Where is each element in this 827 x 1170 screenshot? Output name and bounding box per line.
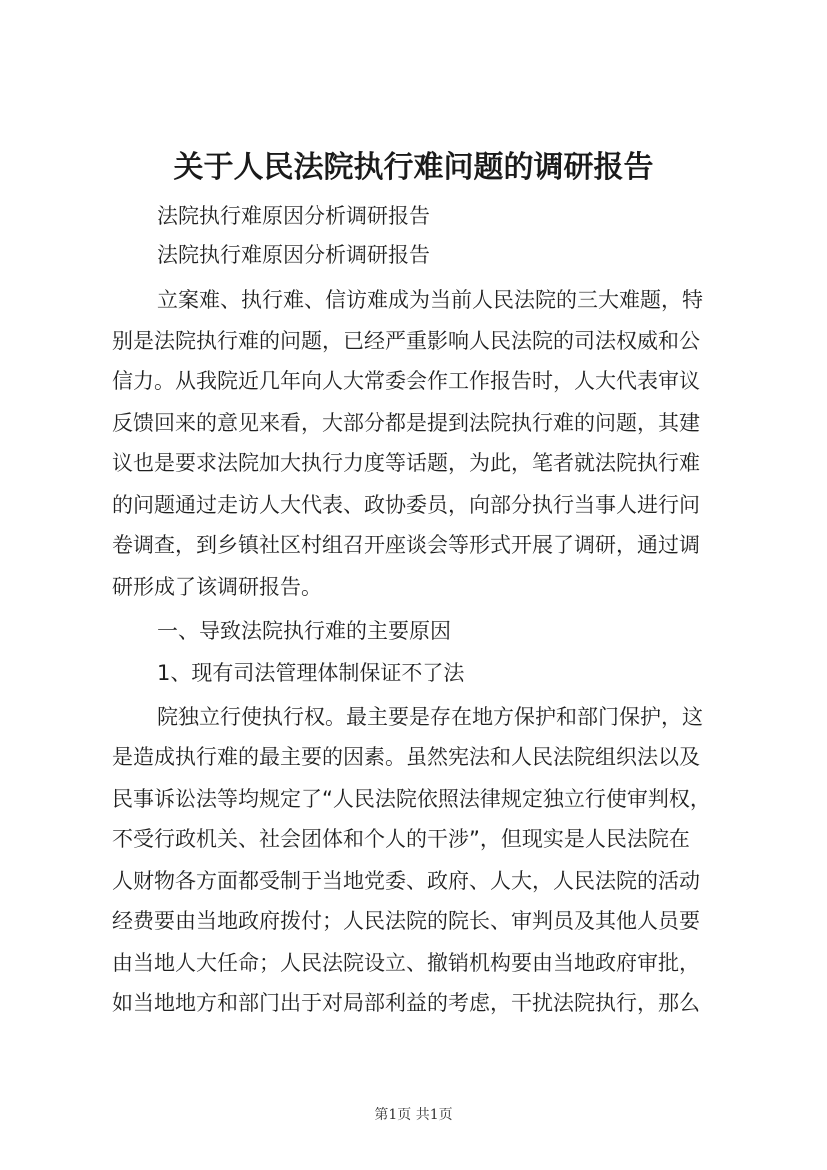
paragraph-line: 人财物各方面都受制于当地党委、政府、人大，人民法院的活动: [112, 869, 700, 893]
paragraph-line: 卷调查，到乡镇社区村组召开座谈会等形式开展了调研，通过调: [112, 533, 700, 557]
subtitle-line: 法院执行难原因分析调研报告: [157, 204, 430, 228]
paragraph-line: 由当地人大任命；人民法院设立、撤销机构要由当地政府审批，: [112, 951, 700, 975]
paragraph-line: 议也是要求法院加大执行力度等话题，为此，笔者就法院执行难: [112, 451, 700, 475]
paragraph-line: 别是法院执行难的问题，已经严重影响人民法院的司法权威和公: [112, 329, 700, 353]
paragraph-line: 立案难、执行难、信访难成为当前人民法院的三大难题，特: [157, 288, 703, 312]
paragraph-line: 院独立行使执行权。最主要是存在地方保护和部门保护，这: [157, 705, 703, 729]
subtitle-line: 法院执行难原因分析调研报告: [157, 243, 430, 267]
paragraph-line: 信力。从我院近几年向人大常委会作工作报告时，人大代表审议: [112, 369, 700, 393]
section-heading: 一、导致法院执行难的主要原因: [157, 619, 451, 643]
paragraph-line: 民事诉讼法等均规定了“人民法院依照法律规定独立行使审判权，: [112, 787, 711, 811]
paragraph-line: 不受行政机关、社会团体和个人的干涉”，但现实是人民法院在: [112, 827, 690, 851]
paragraph-line: 经费要由当地政府拨付；人民法院的院长、审判员及其他人员要: [112, 909, 700, 933]
paragraph-line: 是造成执行难的最主要的因素。虽然宪法和人民法院组织法以及: [112, 745, 700, 769]
paragraph-line: 研形成了该调研报告。: [112, 575, 322, 599]
paragraph-line: 反馈回来的意见来看，大部分都是提到法院执行难的问题，其建: [112, 411, 700, 435]
subsection-heading: 1、现有司法管理体制保证不了法: [157, 661, 465, 685]
paragraph-line: 如当地地方和部门出于对局部利益的考虑，干扰法院执行，那么: [112, 991, 700, 1015]
paragraph-line: 的问题通过走访人大代表、政协委员，向部分执行当事人进行问: [112, 493, 700, 517]
document-title: 关于人民法院执行难问题的调研报告: [173, 150, 654, 185]
page-footer: 第1页 共1页: [374, 1107, 453, 1123]
